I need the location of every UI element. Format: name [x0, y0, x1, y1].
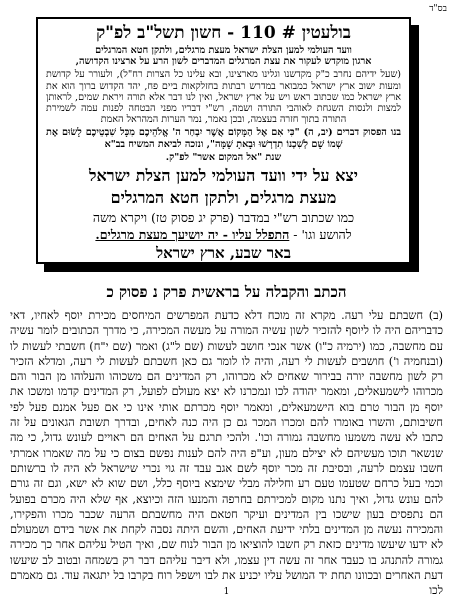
- page-number: 1: [223, 587, 230, 597]
- bulletin-paragraph-2: בנו הפסוק דברים (יב, ה) "כִּי אִם אֶל הַמָּקוֹם אֲשֶׁר יִבְחַר ה' אֱלֹהֵיכֶם מִכָּל שִׁבְטֵיכֶם לָשׂוּם אֶת שְׁמוֹ שָׁם לְשִׁכְנוֹ תִדְרְשׁוּ וּבָאתָ שָׁמָּה", ונזכה לביאת המשיח בב"א: [46, 127, 401, 150]
- citation-line-2-emphasis: התפלל עליו - יה יושיעך מעצת מרגלים.: [95, 227, 290, 243]
- committee-line: וועד העולמי למען הצלת ישראל מעצת מרגלים, ולתקן חטא המרגלים: [95, 45, 352, 56]
- city-line: באר שבע, ארץ ישראל: [156, 244, 291, 263]
- citation-line-2: [46, 226, 401, 243]
- citation-line-2-prefix: להושע וגו' -: [289, 227, 352, 243]
- citation-line-1: כמו שכתוב רש"י במדבר (פרק יג פסוק טז) ויקרא משה: [92, 210, 355, 226]
- page-corner-mark: בס"ד: [429, 4, 447, 14]
- section-title: הכתב והקבלה על בראשית פרק נ פסוק כ: [106, 283, 347, 301]
- main-text: (ב) חשבתם עלי רעה. מקרא זה מוכח דלא כדעת המפרשים המיחסים מכירת יוסף לאחיו, דאי כדבריהם היה לו ליוסף להזכיר לשון עשיה המורה על מעשה המכירה, כי מדרך הכתובים לומר עשיה עם מחשבה, כמו (ירמיה כ"ו) אשר אנכי חושב לעשות (שם ל"ג) ואמר (שם י"ח) חשבתי לעשות לו (ובנחמיה ו') חושבים לעשות לי רעה, והיה לו לומר גם כאן חשבתם לעשות לי רעה, ומדלא הזכיר רק לשון מחשבה יורה בבירור שאחים לא מכרוהו, רק המדינים הם משכוהו והעלוהו מן הבור והם מכרוהו לישמעאלים, ומאמר יהודה לכו ונמכרנו לא יצא מעולם לפועל, רק המדינים קדמו ומשכו את יוסף מן הבור טרם בוא הישמעאלים, ומאמר יוסף מכרתם אותי אינו כי אם פעל אמנם פעל לפי חשיבותם, והשרו באומרו להם ומכרו המכר גם כן היה כנה לאחים, ובדרך תשובת הגאונים על זה כתבו לא עשה משמעו מחשבה גמורה וכו'. ולהכי תרגם על האחים הם ראויים לעונש גדול, כי מה שנשאר תוכו מעשיהם לא יצילם מעון, וע"פ היה להם לענות נפשם בצום כי על מה שאמרו אמרתי חשבו עצמם לרעה, ובסיבת זה מכר יוסף לשם אגב עבד זה גוי נכרי שישראל לא היה לו ברשותם וכמי בעל כרחם שטעמו טעם רע וחלילה מבלי שימצא ביוסף כלל, ושם שוא לא ישא, וגם זה גורם להם עונש גדול, ואיך נתנו מקום למכירתם בחרפה והמנעו הזה וכיוצא, אף שלא היה מכרם בפועל הם נתפסים בעון שישכו בין המדינים ועיקר חטאם היה מחשבתם הרעה שכבר מכרו והפקירו, והמכירה נעשה מן המדינים בלתי ידיעת האחים, והשם היתה נסבה לקחת את אשר בידם ושמעולם לא ידעו שיעשו מדינים כזאת רק חשבו להוציאו מן הבור לנוח שם, ואיך הטיל עליהם אחר כך מכירה גמורה להתנהג בו כעבד אחר זה עשה דין עצמו, ולא דיבר עליהם דבר רק בשמחה ובטוב לב שיעשו דעת האחרים ובכוונו תחת יד המושל עליו יכניע את לבו וישפל רוח בקרבו בל יתגאה עוד. גם מאמרם לכו: [10, 309, 443, 598]
- bulletin-box: [36, 17, 411, 264]
- bulletin-headline: בולעטין # 110 - חשון תשל"ב לפ"ק: [96, 23, 351, 43]
- publisher-line-1: יצא על ידי וועד העולמי למען הצלת ישראל: [89, 166, 358, 186]
- purpose-line: ארגון מוקדש לעקור את עצת המרגלים המדברים לשון הרע על ארצינו הקדושה,: [75, 56, 372, 68]
- bulletin-closing-line: שנת "אל המקום אשר" לפ"ק.: [165, 151, 282, 163]
- publisher-line-2: מעצת מרגלים, ולתקן חטא המרגלים: [110, 188, 337, 208]
- bulletin-paragraph-1: (שעל ידיהם נחרב כ"ק מקדשנו וגלינו מארצינו, ובא עלינו כל הצרות רח"ל), ולעורר על קדושת ומעות ישוב ארץ ישראל כמבואר במדרש רבתות בחזלקאות ביים פח, יהד הקדוש ברוך הוא את ארץ ישראל כמו שכתוב ראש ויש על ארץ ישראל, ואין לנו דבר אלא תורה ויראת שמים, לראותן למצות ולנסות השגחת לאוהבי התורה ושמה, רש"י דבריו מפני הבטחה לפנות עמה לשמירת התורה בתוך חזרה בעצמה, ובכן נאמר, נמר הערות המהראל האמת: [46, 69, 401, 126]
